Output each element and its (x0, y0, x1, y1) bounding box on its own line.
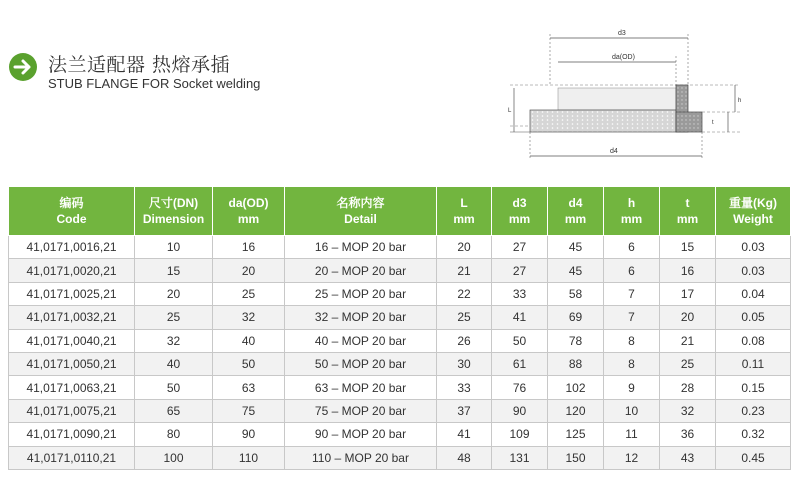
table-cell-detail: 25 – MOP 20 bar (285, 282, 437, 305)
arrow-right-icon (8, 52, 38, 82)
column-header-line2: mm (620, 212, 643, 226)
table-cell-d4: 78 (548, 329, 604, 352)
table-cell-d3: 27 (492, 259, 548, 282)
table-cell-t: 32 (660, 399, 716, 422)
table-cell-code: 41,0171,0050,21 (9, 352, 135, 375)
table-cell-da: 16 (213, 236, 285, 259)
column-header-line2: Dimension (142, 212, 205, 226)
table-cell-da: 40 (213, 329, 285, 352)
table-cell-t: 43 (660, 446, 716, 469)
table-cell-d4: 69 (548, 306, 604, 329)
table-cell-detail: 63 – MOP 20 bar (285, 376, 437, 399)
table-cell-h: 12 (604, 446, 660, 469)
table-cell-da: 20 (213, 259, 285, 282)
table-row (9, 446, 791, 469)
table-cell-l: 30 (437, 352, 492, 375)
table-cell-t: 21 (660, 329, 716, 352)
table-cell-d3: 109 (492, 423, 548, 446)
table-cell-d3: 76 (492, 376, 548, 399)
table-cell-weight: 0.45 (716, 446, 791, 469)
column-header-da (213, 187, 285, 236)
column-header-h (604, 187, 660, 236)
table-cell-t: 36 (660, 423, 716, 446)
table-row (9, 236, 791, 259)
table-cell-d4: 45 (548, 259, 604, 282)
table-cell-dimension: 40 (135, 352, 213, 375)
table-cell-code: 41,0171,0032,21 (9, 306, 135, 329)
table-cell-da: 110 (213, 446, 285, 469)
table-header-row (9, 187, 791, 236)
table-cell-detail: 32 – MOP 20 bar (285, 306, 437, 329)
table-row (9, 329, 791, 352)
table-row (9, 376, 791, 399)
table-cell-h: 8 (604, 352, 660, 375)
table-cell-t: 20 (660, 306, 716, 329)
table-cell-detail: 90 – MOP 20 bar (285, 423, 437, 446)
column-header-line1: t (685, 196, 690, 210)
table-cell-t: 17 (660, 282, 716, 305)
table-cell-l: 41 (437, 423, 492, 446)
table-cell-code: 41,0171,0020,21 (9, 259, 135, 282)
table-cell-d4: 45 (548, 236, 604, 259)
column-header-line1: 尺寸(DN) (148, 196, 199, 210)
column-header-line2: mm (453, 212, 475, 226)
table-cell-d4: 88 (548, 352, 604, 375)
table-cell-detail: 50 – MOP 20 bar (285, 352, 437, 375)
table-cell-weight: 0.03 (716, 236, 791, 259)
table-cell-d3: 50 (492, 329, 548, 352)
column-header-l (437, 187, 492, 236)
column-header-dimension (135, 187, 213, 236)
table-cell-weight: 0.32 (716, 423, 791, 446)
dim-label-l: L (508, 108, 512, 114)
column-header-line1: 编码 (59, 196, 84, 210)
table-cell-l: 25 (437, 306, 492, 329)
table-cell-d3: 27 (492, 236, 548, 259)
table-cell-d4: 120 (548, 399, 604, 422)
table-cell-weight: 0.03 (716, 259, 791, 282)
table-row (9, 282, 791, 305)
table-row (9, 423, 791, 446)
table-cell-l: 26 (437, 329, 492, 352)
table-cell-d4: 125 (548, 423, 604, 446)
table-cell-weight: 0.23 (716, 399, 791, 422)
column-header-line1: 重量(Kg) (729, 196, 777, 210)
dim-label-t: t (712, 120, 714, 126)
table-cell-code: 41,0171,0040,21 (9, 329, 135, 352)
column-header-line1: da(OD) (228, 196, 269, 210)
table-cell-weight: 0.15 (716, 376, 791, 399)
table-cell-l: 22 (437, 282, 492, 305)
column-header-line1: d3 (512, 196, 527, 210)
table-cell-detail: 110 – MOP 20 bar (285, 446, 437, 469)
table-cell-h: 7 (604, 306, 660, 329)
table-cell-weight: 0.05 (716, 306, 791, 329)
column-header-t (660, 187, 716, 236)
dim-label-d3: d3 (618, 30, 626, 37)
table-cell-detail: 40 – MOP 20 bar (285, 329, 437, 352)
table-cell-d3: 33 (492, 282, 548, 305)
table-cell-detail: 16 – MOP 20 bar (285, 236, 437, 259)
table-cell-d3: 41 (492, 306, 548, 329)
table-cell-h: 8 (604, 329, 660, 352)
table-cell-da: 25 (213, 282, 285, 305)
table-cell-code: 41,0171,0025,21 (9, 282, 135, 305)
table-cell-h: 6 (604, 236, 660, 259)
table-cell-code: 41,0171,0090,21 (9, 423, 135, 446)
column-header-d4 (548, 187, 604, 236)
column-header-line2: mm (237, 212, 260, 226)
table-cell-dimension: 15 (135, 259, 213, 282)
table-cell-weight: 0.08 (716, 329, 791, 352)
column-header-d3 (492, 187, 548, 236)
dim-label-d4: d4 (610, 148, 618, 155)
table-cell-t: 16 (660, 259, 716, 282)
table-cell-d3: 90 (492, 399, 548, 422)
page-title-cn: 法兰适配器 热熔承插 (48, 54, 231, 76)
column-header-line1: h (627, 196, 636, 210)
dim-label-da: da(OD) (612, 54, 635, 61)
column-header-line2: mm (508, 212, 531, 226)
column-header-line2: Code (56, 212, 87, 226)
table-body (9, 236, 791, 470)
column-header-line2: mm (676, 212, 699, 226)
column-header-line1: 名称内容 (336, 196, 385, 210)
table-cell-dimension: 100 (135, 446, 213, 469)
page-header (8, 48, 368, 98)
table-cell-code: 41,0171,0110,21 (9, 446, 135, 469)
table-cell-dimension: 32 (135, 329, 213, 352)
table-cell-dimension: 80 (135, 423, 213, 446)
table-cell-h: 7 (604, 282, 660, 305)
table-cell-d4: 150 (548, 446, 604, 469)
table-cell-l: 20 (437, 236, 492, 259)
table-cell-weight: 0.04 (716, 282, 791, 305)
table-cell-t: 25 (660, 352, 716, 375)
spec-table (8, 186, 791, 470)
table-row (9, 399, 791, 422)
column-header-line1: L (460, 196, 468, 210)
column-header-code (9, 187, 135, 236)
table-cell-detail: 20 – MOP 20 bar (285, 259, 437, 282)
table-cell-dimension: 65 (135, 399, 213, 422)
table-row (9, 306, 791, 329)
table-cell-da: 63 (213, 376, 285, 399)
column-header-line2: Weight (733, 212, 773, 226)
table-cell-d3: 61 (492, 352, 548, 375)
table-cell-l: 37 (437, 399, 492, 422)
table-cell-h: 11 (604, 423, 660, 446)
table-cell-weight: 0.11 (716, 352, 791, 375)
table-cell-dimension: 25 (135, 306, 213, 329)
table-cell-da: 90 (213, 423, 285, 446)
table-cell-t: 28 (660, 376, 716, 399)
table-cell-da: 75 (213, 399, 285, 422)
table-cell-l: 33 (437, 376, 492, 399)
table-cell-d4: 58 (548, 282, 604, 305)
table-cell-dimension: 10 (135, 236, 213, 259)
table-cell-detail: 75 – MOP 20 bar (285, 399, 437, 422)
dim-label-h: h (738, 98, 742, 104)
page-title-en: STUB FLANGE FOR Socket welding (48, 76, 261, 91)
table-cell-d3: 131 (492, 446, 548, 469)
table-cell-da: 50 (213, 352, 285, 375)
table-cell-h: 6 (604, 259, 660, 282)
table-cell-l: 21 (437, 259, 492, 282)
table-cell-d4: 102 (548, 376, 604, 399)
table-cell-dimension: 50 (135, 376, 213, 399)
table-cell-t: 15 (660, 236, 716, 259)
column-header-line2: mm (564, 212, 587, 226)
table-cell-dimension: 20 (135, 282, 213, 305)
table-cell-da: 32 (213, 306, 285, 329)
table-cell-h: 10 (604, 399, 660, 422)
stub-flange-diagram (500, 26, 770, 166)
column-header-detail (285, 187, 437, 236)
column-header-line1: d4 (568, 196, 583, 210)
table-cell-code: 41,0171,0063,21 (9, 376, 135, 399)
table-cell-code: 41,0171,0075,21 (9, 399, 135, 422)
table-row (9, 352, 791, 375)
table-cell-h: 9 (604, 376, 660, 399)
column-header-line2: Detail (344, 212, 377, 226)
column-header-weight (716, 187, 791, 236)
table-row (9, 259, 791, 282)
table-cell-code: 41,0171,0016,21 (9, 236, 135, 259)
table-cell-l: 48 (437, 446, 492, 469)
